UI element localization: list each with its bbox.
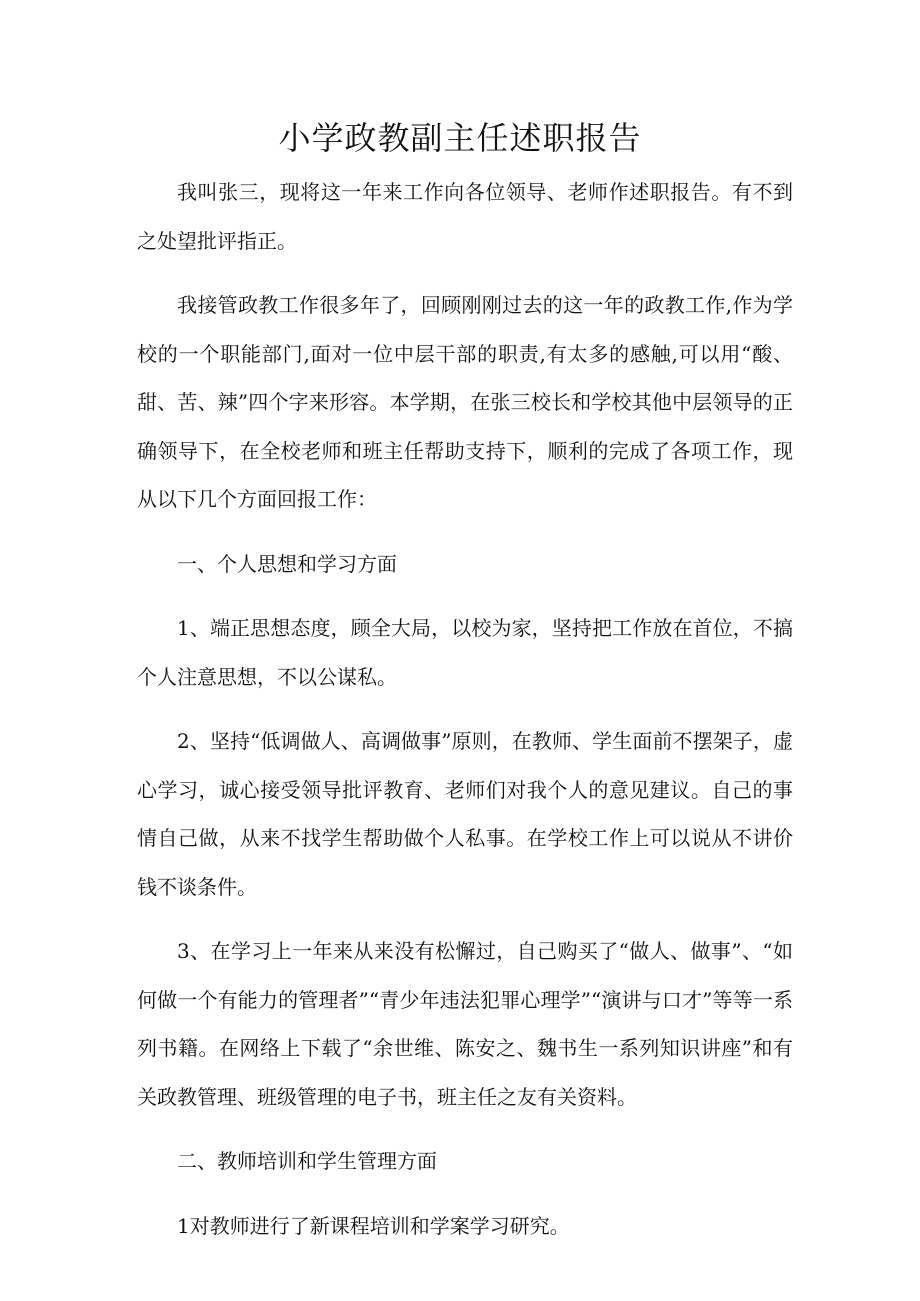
section-heading: 一、个人思想和学习方面 [177, 551, 397, 576]
paragraph: 1、端正思想态度，顾全大局，以校为家，坚持把工作放在首位，不搞个人注意思想，不以公谋私。 [137, 616, 793, 689]
document-title: 小学政教副主任述职报告 [278, 119, 642, 157]
document-body [137, 168, 793, 1266]
paragraph: 3、在学习上一年来从来没有松懈过，自己购买了“做人、做事”、“如何做一个有能力的管理者”“青少年违法犯罪心理学”“演讲与口才”等等一系列书籍。在网络上下载了“余世维、陈安之、魏书生一系列知识讲座”和有关政教管理、班级管理的电子书，班主任之友有关资料。 [137, 939, 793, 1109]
paragraph: 我接管政教工作很多年了，回顾刚刚过去的这一年的政教工作,作为学校的一个职能部门,面对一位中层干部的职责,有太多的感触,可以用“酸、甜、苦、辣”四个字来形容。本学期，在张三校长和学校其他中层领导的正确领导下，在全校老师和班主任帮助支持下，顺利的完成了各项工作，现从以下几个方面回报工作： [137, 293, 793, 511]
paragraph: 2、坚持“低调做人、高调做事”原则，在教师、学生面前不摆架子，虚心学习，诚心接受领导批评教育、老师们对我个人的意见建议。自己的事情自己做，从来不找学生帮助做个人私事。在学校工作上可以说从不讲价钱不谈条件。 [137, 729, 793, 899]
section-heading: 二、教师培训和学生管理方面 [177, 1149, 437, 1173]
paragraph: 我叫张三，现将这一年来工作向各位领导、老师作述职报告。有不到之处望批评指正。 [137, 180, 793, 253]
paragraph: 1对教师进行了新课程培训和学案学习研究。 [177, 1213, 570, 1238]
